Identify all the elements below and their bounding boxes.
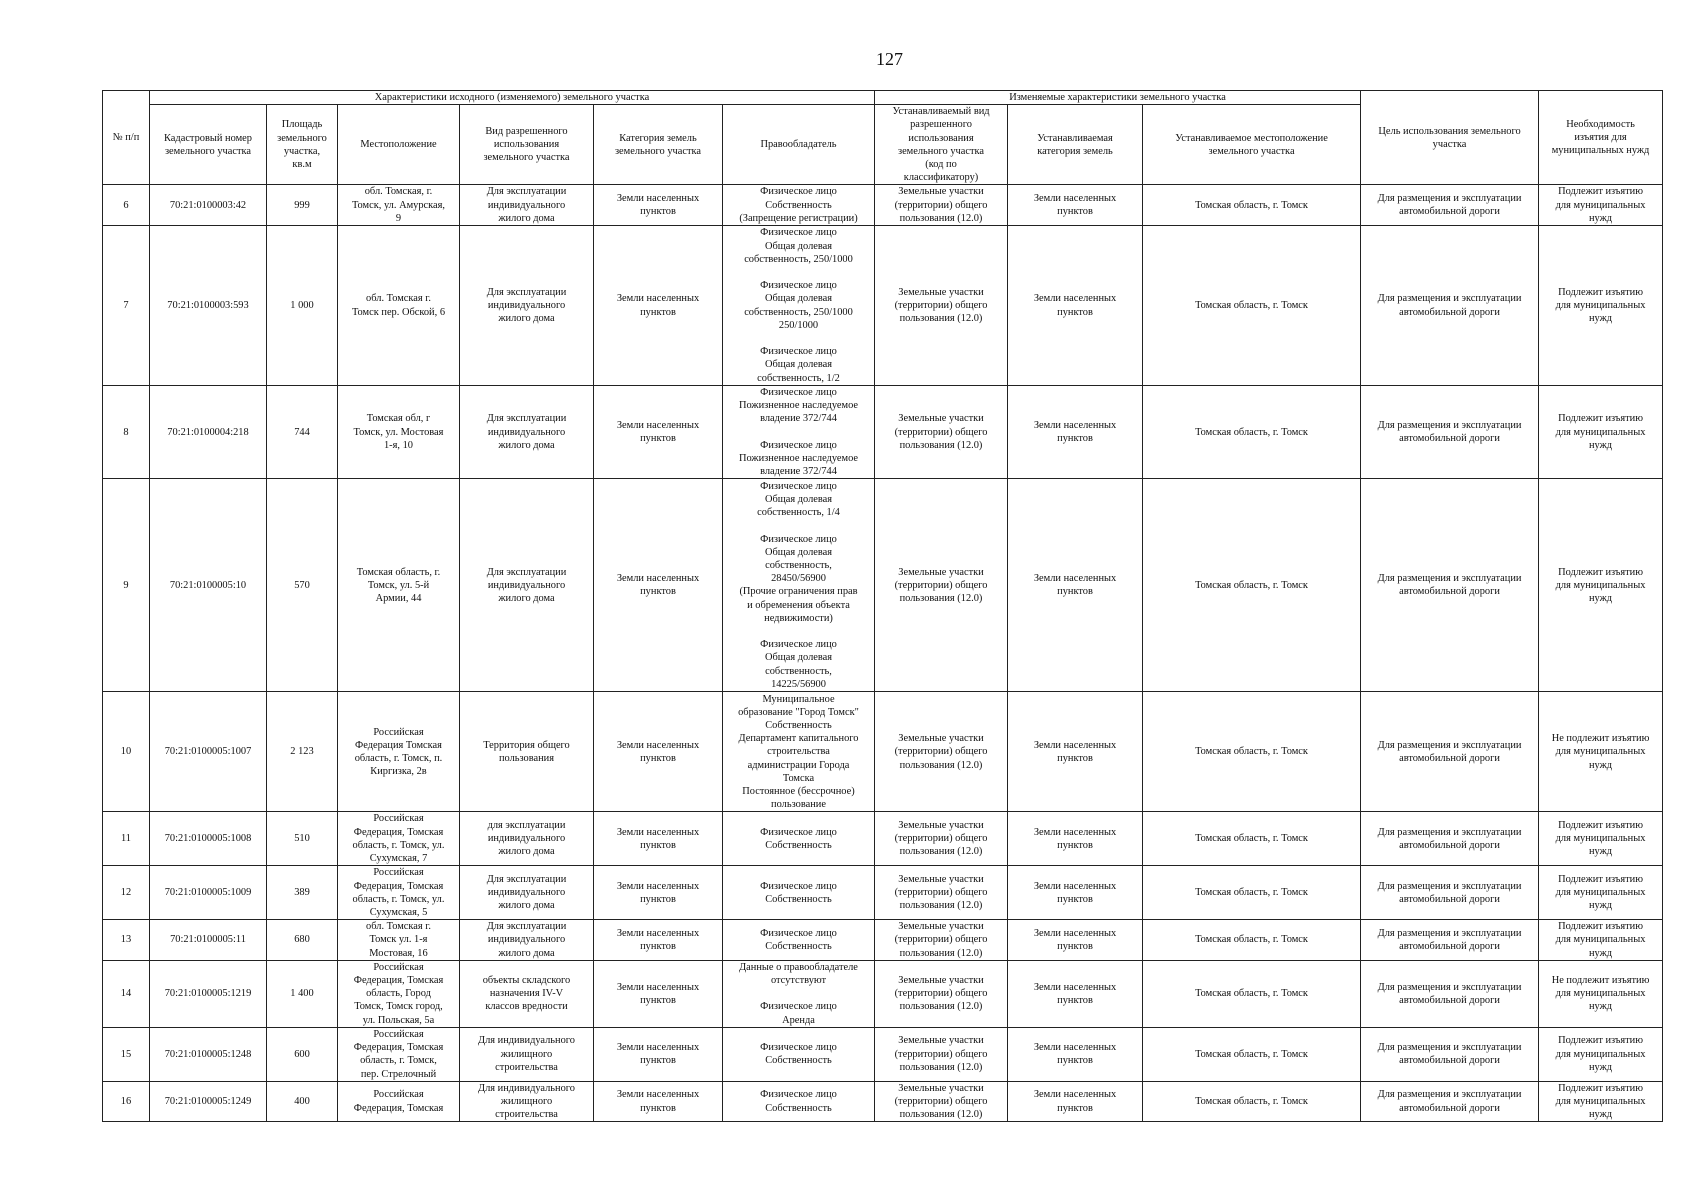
cell-new-category: Земли населенных пунктов [1008,185,1143,226]
cell-cadastral: 70:21:0100005:10 [150,479,267,692]
cell-new-category: Земли населенных пунктов [1008,812,1143,866]
cell-location: Томская область, г. Томск, ул. 5-й Армии, 44 [338,479,460,692]
cell-owner: Физическое лицо Общая долевая собственность, 1/4 Физическое лицо Общая долевая собственность, 28450/56900 (Прочие ограничения прав и обременения объекта недвижимости) Физическое лицо Общая долевая собственность, 14225/56900 [723,479,875,692]
cell-new-category: Земли населенных пунктов [1008,1081,1143,1122]
cell-owner: Физическое лицо Пожизненное наследуемое владение 372/744 Физическое лицо Пожизненное наследуемое владение 372/744 [723,386,875,479]
cell-location: обл. Томская г. Томск пер. Обской, 6 [338,226,460,386]
cell-purpose: Для размещения и эксплуатации автомобильной дороги [1361,812,1539,866]
col-header-permitted-use: Вид разрешенного использования земельного участка [460,105,594,185]
cell-purpose: Для размещения и эксплуатации автомобильной дороги [1361,960,1539,1027]
cell-necessity: Подлежит изъятию для муниципальных нужд [1539,866,1663,920]
cell-area: 999 [267,185,338,226]
cell-new-location: Томская область, г. Томск [1143,226,1361,386]
col-header-category: Категория земель земельного участка [594,105,723,185]
cell-purpose: Для размещения и эксплуатации автомобильной дороги [1361,386,1539,479]
table-row [103,479,1663,692]
cell-cadastral: 70:21:0100005:1009 [150,866,267,920]
col-header-location: Местоположение [338,105,460,185]
page-number: 127 [876,49,903,69]
cell-cadastral: 70:21:0100005:1248 [150,1027,267,1081]
cell-new-location: Томская область, г. Томск [1143,960,1361,1027]
cell-num: 6 [103,185,150,226]
cell-new-use: Земельные участки (территории) общего пользования (12.0) [875,226,1008,386]
cell-category: Земли населенных пунктов [594,1027,723,1081]
cell-category: Земли населенных пунктов [594,185,723,226]
col-header-cadastral: Кадастровый номер земельного участка [150,105,267,185]
cell-area: 2 123 [267,692,338,812]
cell-purpose: Для размещения и эксплуатации автомобильной дороги [1361,866,1539,920]
table-row [103,812,1663,866]
cell-necessity: Подлежит изъятию для муниципальных нужд [1539,226,1663,386]
cell-location: Российская Федерация, Томская область, Город Томск, Томск город, ул. Польская, 5а [338,960,460,1027]
cell-num: 8 [103,386,150,479]
cell-new-use: Земельные участки (территории) общего пользования (12.0) [875,1081,1008,1122]
cell-purpose: Для размещения и эксплуатации автомобильной дороги [1361,185,1539,226]
cell-location: Российская Федерация Томская область, г. Томск, п. Киргизка, 2в [338,692,460,812]
header-group-changed: Изменяемые характеристики земельного участка [875,91,1361,105]
cell-necessity: Подлежит изъятию для муниципальных нужд [1539,386,1663,479]
cell-new-use: Земельные участки (территории) общего пользования (12.0) [875,1027,1008,1081]
cell-location: Российская Федерация, Томская область, г. Томск, ул. Сухумская, 5 [338,866,460,920]
cell-permitted-use: Для эксплуатации индивидуального жилого дома [460,920,594,961]
cell-necessity: Подлежит изъятию для муниципальных нужд [1539,1027,1663,1081]
header-group-row [103,91,1663,105]
table-row [103,1081,1663,1122]
cell-new-location: Томская область, г. Томск [1143,1081,1361,1122]
cell-category: Земли населенных пунктов [594,479,723,692]
col-header-new-location: Устанавливаемое местоположение земельного участка [1143,105,1361,185]
cell-category: Земли населенных пунктов [594,1081,723,1122]
cell-owner: Данные о правообладателе отсутствуют Физическое лицо Аренда [723,960,875,1027]
cell-area: 680 [267,920,338,961]
cell-new-location: Томская область, г. Томск [1143,692,1361,812]
cell-category: Земли населенных пунктов [594,386,723,479]
cell-new-category: Земли населенных пунктов [1008,866,1143,920]
cell-num: 10 [103,692,150,812]
cell-category: Земли населенных пунктов [594,866,723,920]
col-header-new-category: Устанавливаемая категория земель [1008,105,1143,185]
cell-cadastral: 70:21:0100003:42 [150,185,267,226]
cell-owner: Физическое лицо Собственность [723,920,875,961]
cell-num: 14 [103,960,150,1027]
cell-purpose: Для размещения и эксплуатации автомобильной дороги [1361,226,1539,386]
cell-new-use: Земельные участки (территории) общего пользования (12.0) [875,692,1008,812]
cell-location: обл. Томская, г. Томск, ул. Амурская, 9 [338,185,460,226]
cell-owner: Физическое лицо Собственность [723,1081,875,1122]
cell-category: Земли населенных пунктов [594,226,723,386]
cell-category: Земли населенных пунктов [594,692,723,812]
cell-new-use: Земельные участки (территории) общего пользования (12.0) [875,185,1008,226]
cell-location: Российская Федерация, Томская область, г. Томск, пер. Стрелочный [338,1027,460,1081]
cell-new-category: Земли населенных пунктов [1008,386,1143,479]
cell-area: 1 400 [267,960,338,1027]
cell-purpose: Для размещения и эксплуатации автомобильной дороги [1361,479,1539,692]
cell-area: 1 000 [267,226,338,386]
cell-permitted-use: Для эксплуатации индивидуального жилого дома [460,226,594,386]
cell-new-location: Томская область, г. Томск [1143,479,1361,692]
table-row [103,960,1663,1027]
cell-permitted-use: Для эксплуатации индивидуального жилого дома [460,386,594,479]
cell-location: Российская Федерация, Томская область, г. Томск, ул. Сухумская, 7 [338,812,460,866]
cell-new-location: Томская область, г. Томск [1143,866,1361,920]
cell-new-category: Земли населенных пунктов [1008,960,1143,1027]
table-row [103,920,1663,961]
col-header-area: Площадь земельного участка, кв.м [267,105,338,185]
cell-new-category: Земли населенных пунктов [1008,920,1143,961]
header-group-source: Характеристики исходного (изменяемого) земельного участка [150,91,875,105]
cell-permitted-use: Для эксплуатации индивидуального жилого дома [460,479,594,692]
cell-new-location: Томская область, г. Томск [1143,386,1361,479]
cell-category: Земли населенных пунктов [594,960,723,1027]
cell-new-use: Земельные участки (территории) общего пользования (12.0) [875,866,1008,920]
table-row [103,185,1663,226]
cell-permitted-use: объекты складского назначения IV-V классов вредности [460,960,594,1027]
cell-new-category: Земли населенных пунктов [1008,479,1143,692]
table-row [103,386,1663,479]
cell-necessity: Не подлежит изъятию для муниципальных нужд [1539,692,1663,812]
cell-num: 12 [103,866,150,920]
cell-location: Томская обл, г Томск, ул. Мостовая 1-я, 10 [338,386,460,479]
cell-owner: Физическое лицо Собственность [723,866,875,920]
cell-area: 600 [267,1027,338,1081]
table-body [103,185,1663,1122]
land-plots-table [102,90,1663,1122]
cell-new-use: Земельные участки (территории) общего пользования (12.0) [875,812,1008,866]
cell-necessity: Подлежит изъятию для муниципальных нужд [1539,479,1663,692]
col-header-necessity: Необходимость изъятия для муниципальных нужд [1539,91,1663,185]
cell-purpose: Для размещения и эксплуатации автомобильной дороги [1361,692,1539,812]
cell-cadastral: 70:21:0100005:1007 [150,692,267,812]
cell-cadastral: 70:21:0100005:1008 [150,812,267,866]
cell-area: 389 [267,866,338,920]
col-header-new-use: Устанавливаемый вид разрешенного использования земельного участка (код по классификатору) [875,105,1008,185]
cell-new-location: Томская область, г. Томск [1143,1027,1361,1081]
cell-owner: Физическое лицо Собственность [723,1027,875,1081]
cell-area: 744 [267,386,338,479]
cell-purpose: Для размещения и эксплуатации автомобильной дороги [1361,1027,1539,1081]
cell-category: Земли населенных пунктов [594,920,723,961]
cell-necessity: Подлежит изъятию для муниципальных нужд [1539,812,1663,866]
cell-category: Земли населенных пунктов [594,812,723,866]
cell-cadastral: 70:21:0100005:1219 [150,960,267,1027]
cell-location: обл. Томская г. Томск ул. 1-я Мостовая, 16 [338,920,460,961]
cell-cadastral: 70:21:0100005:11 [150,920,267,961]
cell-cadastral: 70:21:0100004:218 [150,386,267,479]
cell-num: 13 [103,920,150,961]
cell-num: 9 [103,479,150,692]
table-row [103,692,1663,812]
cell-cadastral: 70:21:0100003:593 [150,226,267,386]
cell-permitted-use: для эксплуатации индивидуального жилого дома [460,812,594,866]
cell-new-category: Земли населенных пунктов [1008,1027,1143,1081]
cell-permitted-use: Территория общего пользования [460,692,594,812]
col-header-num: № п/п [103,91,150,185]
cell-new-use: Земельные участки (территории) общего пользования (12.0) [875,920,1008,961]
cell-new-use: Земельные участки (территории) общего пользования (12.0) [875,960,1008,1027]
cell-owner: Физическое лицо Общая долевая собственность, 250/1000 Физическое лицо Общая долевая собственность, 250/1000 250/1000 Физическое лицо Общая долевая собственность, 1/2 [723,226,875,386]
cell-permitted-use: Для эксплуатации индивидуального жилого дома [460,185,594,226]
cell-num: 11 [103,812,150,866]
cell-num: 16 [103,1081,150,1122]
cell-cadastral: 70:21:0100005:1249 [150,1081,267,1122]
cell-new-location: Томская область, г. Томск [1143,920,1361,961]
cell-area: 570 [267,479,338,692]
cell-owner: Физическое лицо Собственность [723,812,875,866]
cell-location: Российская Федерация, Томская [338,1081,460,1122]
cell-necessity: Подлежит изъятию для муниципальных нужд [1539,1081,1663,1122]
table-row [103,866,1663,920]
cell-necessity: Подлежит изъятию для муниципальных нужд [1539,920,1663,961]
table-row [103,226,1663,386]
table-row [103,1027,1663,1081]
cell-necessity: Подлежит изъятию для муниципальных нужд [1539,185,1663,226]
cell-new-category: Земли населенных пунктов [1008,692,1143,812]
cell-permitted-use: Для индивидуального жилищного строительства [460,1081,594,1122]
col-header-owner: Правообладатель [723,105,875,185]
cell-purpose: Для размещения и эксплуатации автомобильной дороги [1361,920,1539,961]
cell-new-location: Томская область, г. Томск [1143,185,1361,226]
cell-new-use: Земельные участки (территории) общего пользования (12.0) [875,386,1008,479]
cell-necessity: Не подлежит изъятию для муниципальных нужд [1539,960,1663,1027]
cell-area: 400 [267,1081,338,1122]
cell-permitted-use: Для эксплуатации индивидуального жилого дома [460,866,594,920]
col-header-purpose: Цель использования земельного участка [1361,91,1539,185]
cell-new-use: Земельные участки (территории) общего пользования (12.0) [875,479,1008,692]
cell-new-category: Земли населенных пунктов [1008,226,1143,386]
cell-purpose: Для размещения и эксплуатации автомобильной дороги [1361,1081,1539,1122]
cell-new-location: Томская область, г. Томск [1143,812,1361,866]
cell-owner: Муниципальное образование "Город Томск" Собственность Департамент капитального строительства администрации Города Томска Постоянное (бессрочное) пользование [723,692,875,812]
cell-permitted-use: Для индивидуального жилищного строительства [460,1027,594,1081]
cell-owner: Физическое лицо Собственность (Запрещение регистрации) [723,185,875,226]
cell-num: 15 [103,1027,150,1081]
cell-num: 7 [103,226,150,386]
cell-area: 510 [267,812,338,866]
